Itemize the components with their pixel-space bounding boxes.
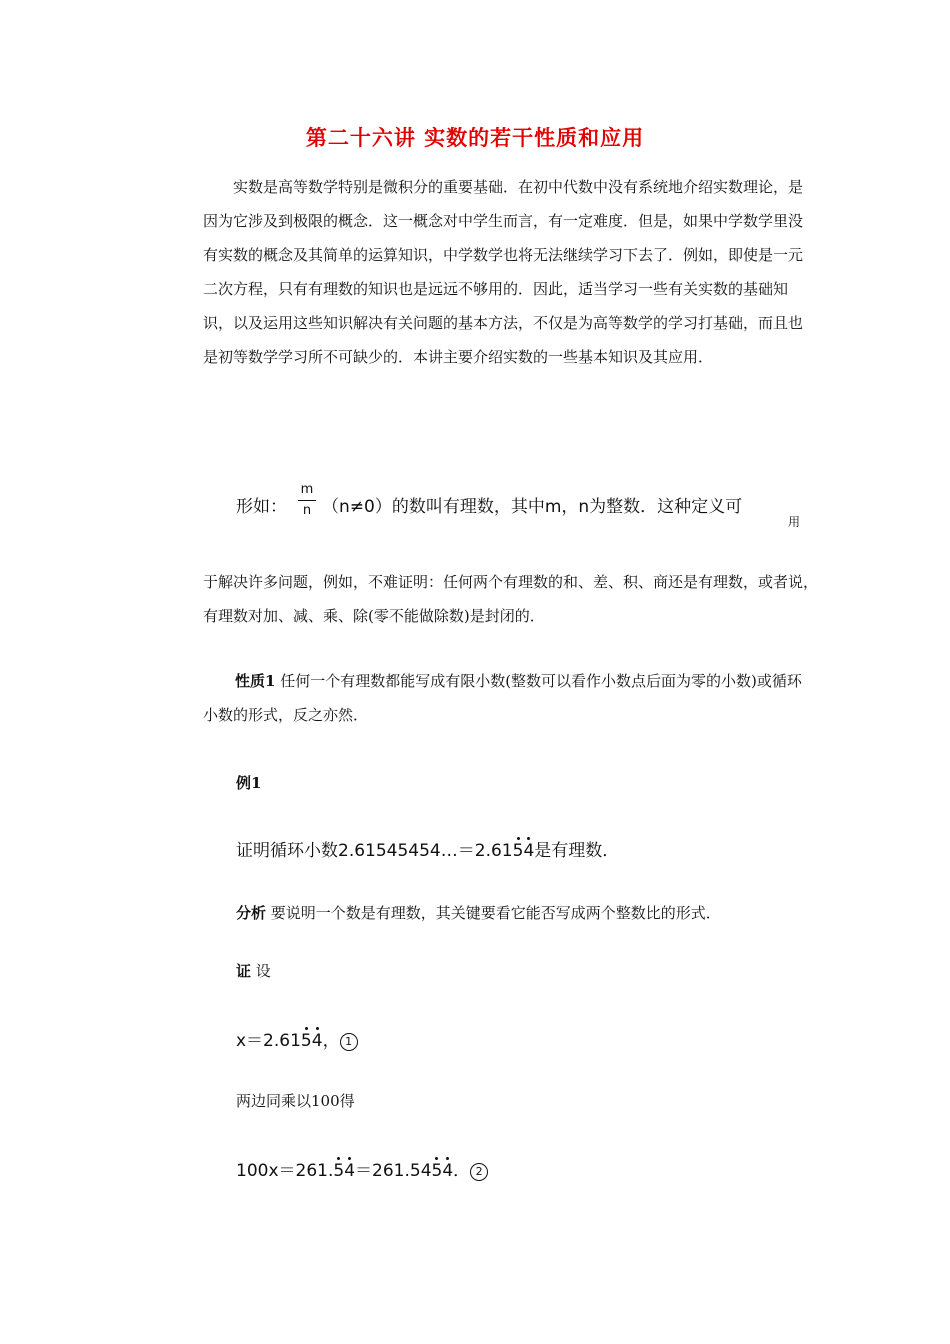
equation-1: [236, 1026, 358, 1051]
property-1-text: 任何一个有理数都能写成有限小数(整数可以看作小数点后面为零的小数)或循环小数的形式，反之亦然．: [203, 672, 802, 724]
definition-suffix: （n≠0）的数叫有理数，其中m，n为整数．这种定义可: [322, 497, 743, 517]
analysis-text: 要说明一个数是有理数，其关键要看它能否写成两个整数比的形式．: [266, 904, 721, 922]
intro-paragraph: 实数是高等数学特别是微积分的重要基础．在初中代数中没有系统地介绍实数理论，是因为它涉及到极限的概念．这一概念对中学生而言，有一定难度．但是，如果中学数学里没有实数的概念及其简单的运算知识，中学数学也将无法继续学习下去了．例如，即使是一元二次方程，只有有理数的知识也是远远不够用的．因此，适当学习一些有关实数的基础知识，以及运用这些知识解决有关问题的基本方法，不仅是为高等数学的学习打基础，而且也是初等数学学习所不可缺少的．本讲主要介绍实数的一些基本知识及其应用．: [203, 178, 804, 366]
eq2-suffix: ．: [453, 1161, 471, 1181]
repeating-digit-dot: 5: [431, 1161, 443, 1181]
property-1-paragraph: [203, 664, 813, 732]
fraction-m-over-n: [298, 482, 316, 519]
rational-definition-line: [236, 482, 816, 528]
example-1-label: 例1: [236, 774, 262, 792]
repeating-digit-dot: 5: [333, 1161, 345, 1181]
repeating-digit-dot: 4: [523, 841, 535, 861]
eq1-prefix: x＝2.61: [236, 1031, 301, 1051]
fraction-bar: [298, 500, 316, 501]
fraction-numerator: m: [300, 482, 314, 497]
statement-prefix: 证明循环小数2.61545454…＝2.61: [236, 841, 513, 861]
closure-paragraph: 于解决许多问题，例如，不难证明：任何两个有理数的和、差、积、商还是有理数，或者说，有理数对加、减、乘、除(零不能做除数)是封闭的．: [203, 573, 819, 625]
definition-prefix: 形如：: [236, 497, 287, 517]
property-1-label: 性质1: [235, 672, 276, 690]
analysis-label: 分析: [236, 904, 267, 922]
equation-2: [236, 1156, 488, 1181]
eq2-middle: ＝261.54: [355, 1161, 432, 1181]
definition-tail: 用: [788, 515, 801, 529]
proof-label: 证: [236, 962, 252, 980]
eq2-prefix: 100x＝261.: [236, 1161, 334, 1181]
repeating-digit-dot: 4: [442, 1161, 454, 1181]
repeating-digit-dot: 4: [311, 1031, 323, 1051]
fraction-denominator: n: [302, 503, 312, 518]
repeating-digit-dot: 5: [300, 1031, 312, 1051]
eq1-suffix: ，: [322, 1031, 340, 1051]
repeating-digit-dot: 5: [512, 841, 524, 861]
circled-marker-1: 1: [340, 1033, 358, 1051]
repeating-digit-dot: 4: [344, 1161, 356, 1181]
circled-marker-2: 2: [470, 1163, 488, 1181]
multiply-step-text: 两边同乘以100得: [236, 1092, 355, 1110]
proof-line: [236, 960, 271, 981]
proof-text: 设: [251, 962, 271, 980]
example-1-statement: [236, 836, 619, 861]
analysis-line: [236, 902, 721, 923]
statement-suffix: 是有理数．: [534, 841, 620, 861]
lecture-title: 第二十六讲 实数的若干性质和应用: [305, 126, 645, 150]
